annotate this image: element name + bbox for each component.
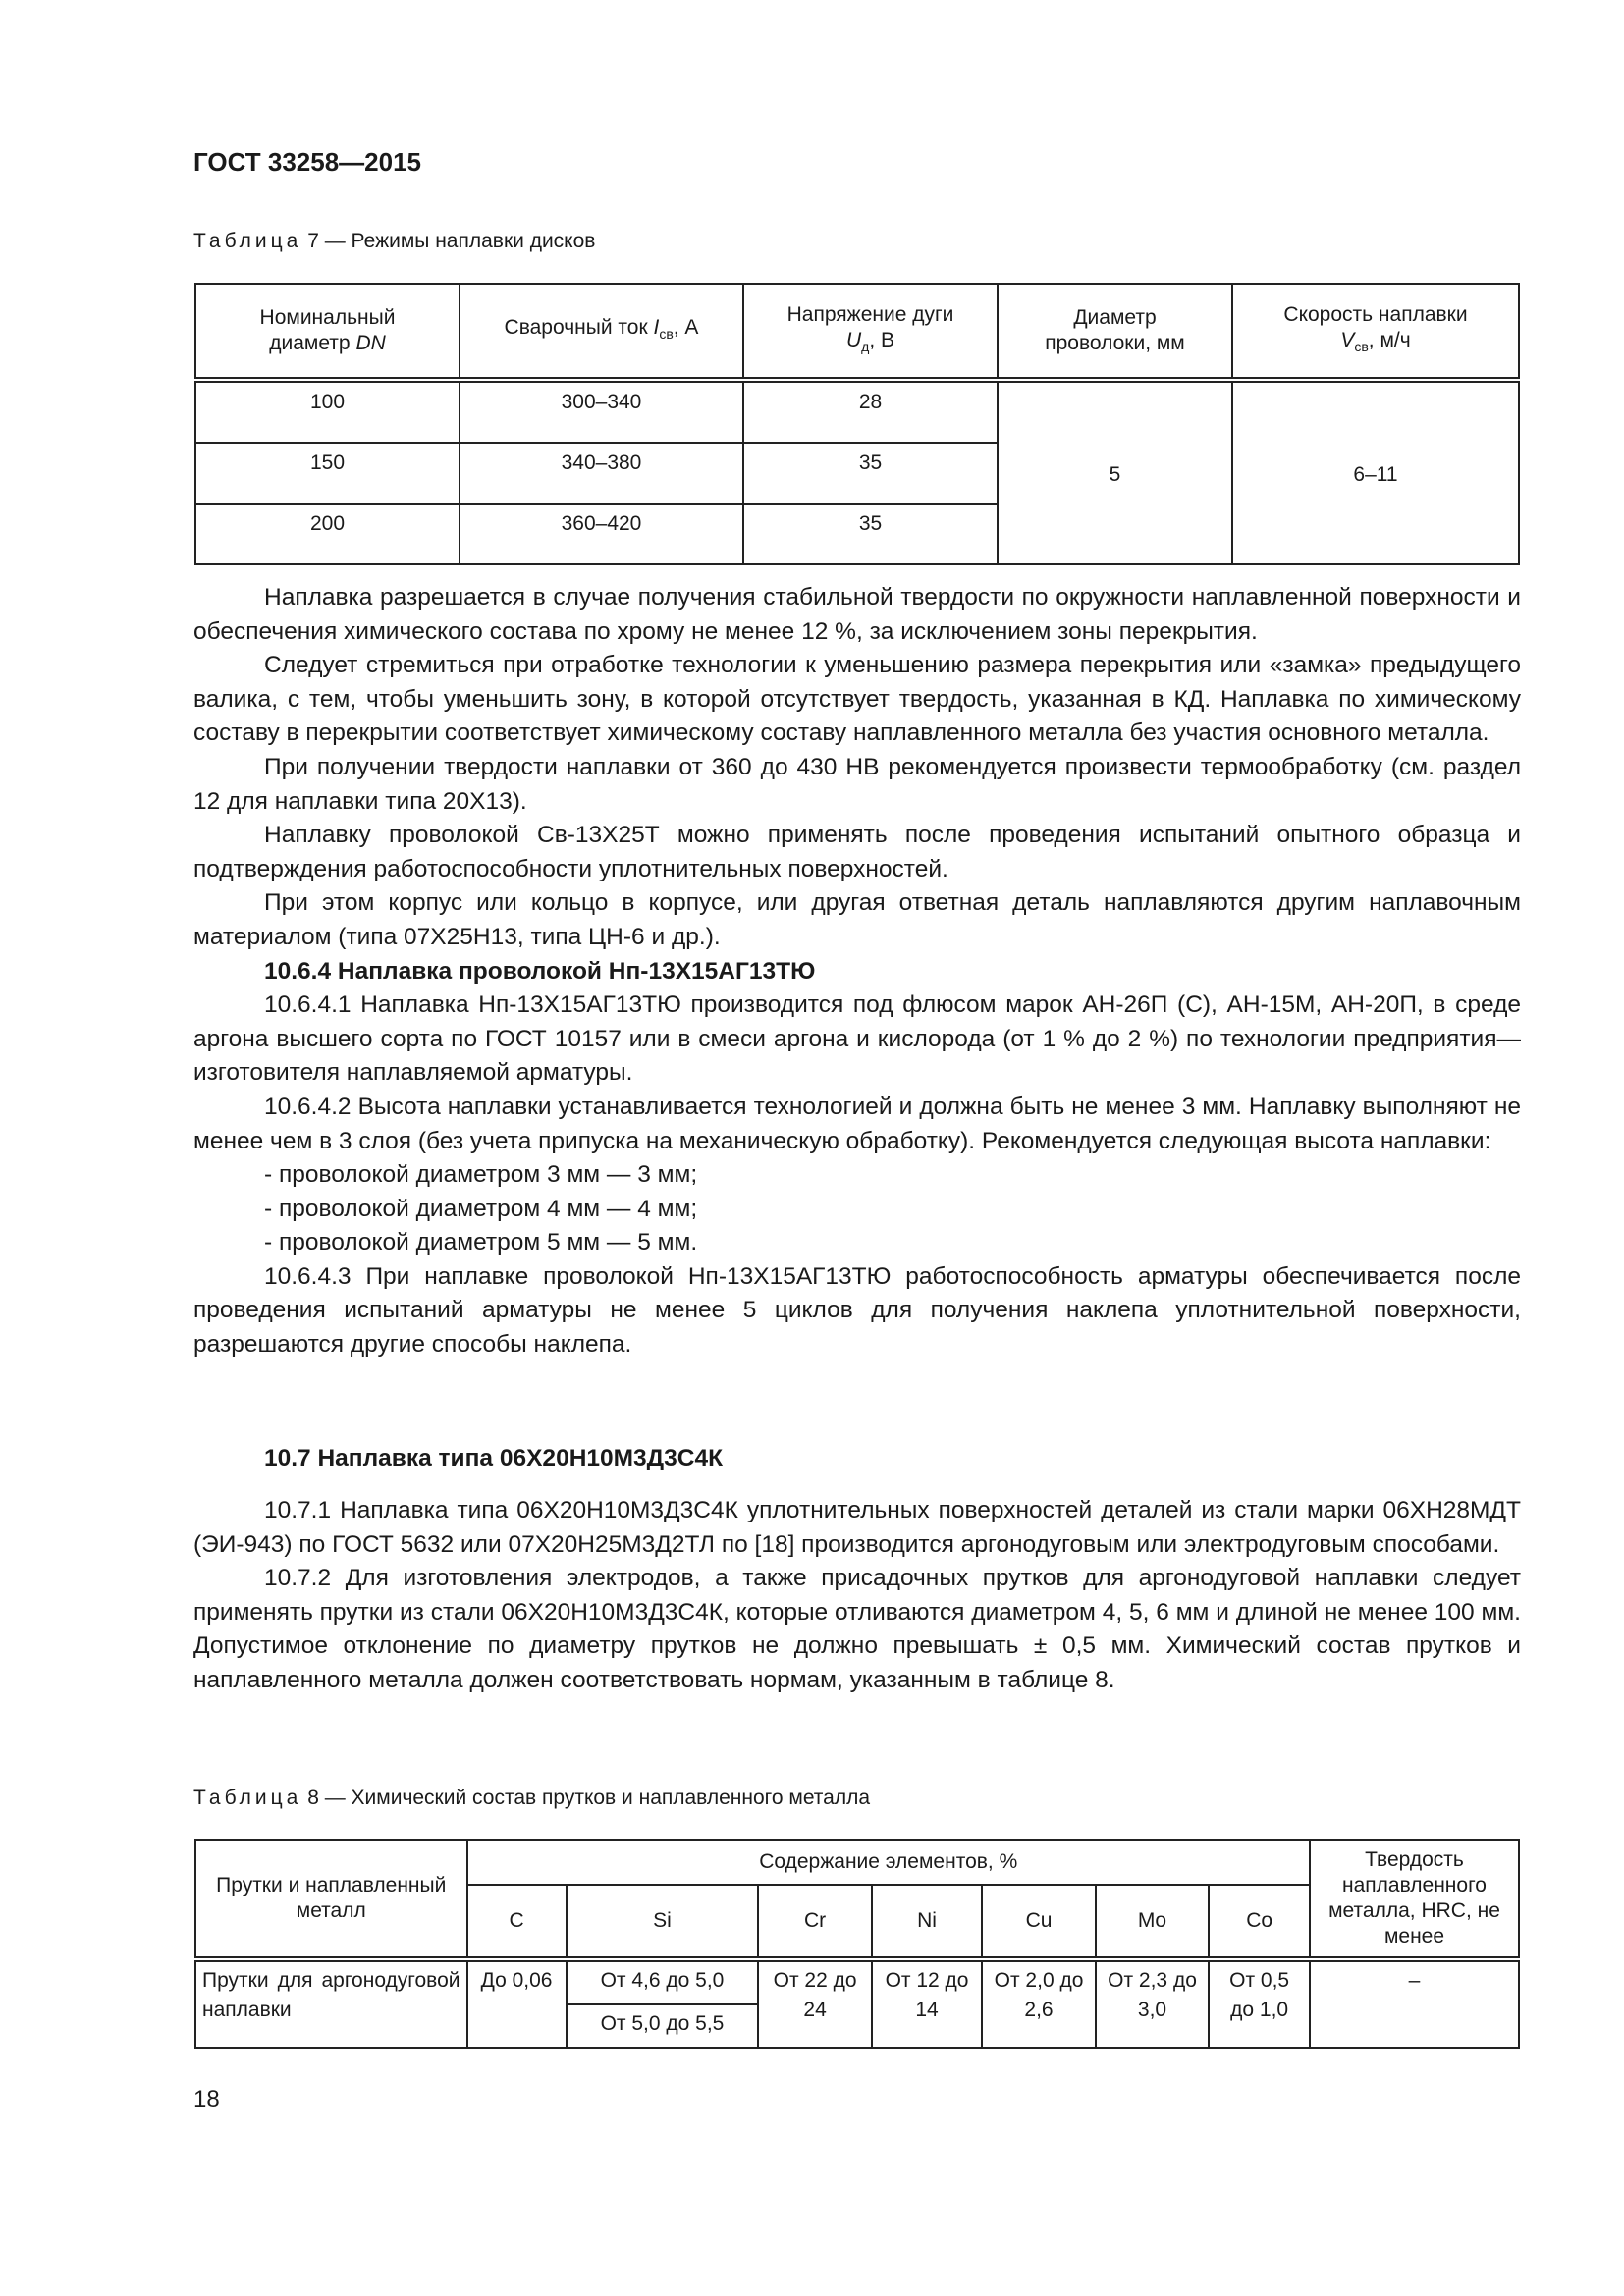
cell-dn: 100	[195, 380, 460, 443]
paragraph: 10.7.1 Наплавка типа 06Х20Н10М3Д3С4К уплотнительных поверхностей деталей из стали марки 06ХН28МДТ (ЭИ-943) по ГОСТ 5632 или 07Х20Н25М3Д2ТЛ по [18] производится аргонодуговым или электродуговым способами.	[193, 1497, 1521, 1558]
paragraph: Наплавка разрешается в случае получения стабильной твердости по окружности наплавленной поверхности и обеспечения химического состава по хрому не менее 12 %, за исключением зоны перекрытия.	[193, 584, 1521, 645]
header-hardness: Твердость наплавленного металла, HRC, не менее	[1310, 1840, 1519, 1959]
table-8	[194, 1839, 1520, 2049]
table8-caption	[193, 1787, 870, 1810]
subsection-heading: 10.6.4 Наплавка проволокой Нп-13Х15АГ13ТЮ	[264, 957, 816, 985]
cell-c: До 0,06	[467, 1959, 567, 2048]
caption-word: Таблица	[193, 1787, 302, 1809]
cell-cr: От 22 до 24	[758, 1959, 871, 2048]
cell-voltage: 35	[743, 504, 998, 564]
header-element-c: C	[467, 1885, 567, 1959]
cell-cu: От 2,0 до 2,6	[982, 1959, 1095, 2048]
caption-text: 7 — Режимы наплавки дисков	[307, 230, 596, 252]
cell-dn: 150	[195, 443, 460, 504]
cell-current: 340–380	[460, 443, 743, 504]
cell-si: От 5,0 до 5,5	[567, 2004, 759, 2048]
cell-hardness: –	[1310, 1959, 1519, 2048]
header-material: Прутки и наплавленный металл	[195, 1840, 467, 1959]
cell-speed: 6–11	[1232, 380, 1519, 564]
document-header: ГОСТ 33258—2015	[193, 147, 421, 177]
cell-ni: От 12 до 14	[872, 1959, 982, 2048]
cell-wire: 5	[998, 380, 1232, 564]
table-row	[195, 1959, 1519, 2004]
header-voltage: Напряжение дуги $U_д$, В	[743, 284, 998, 380]
header-wire: Диаметр проволоки, мм	[998, 284, 1232, 380]
header-dn: Номинальный диаметр DN	[195, 284, 460, 380]
paragraph: 10.6.4.2 Высота наплавки устанавливается технологией и должна быть не менее 3 мм. Наплавку выполняют не менее чем в 3 слоя (без учета припуска на механическую обработку). Рекомендуется следующая высота наплавки:	[193, 1093, 1521, 1154]
cell-co: От 0,5 до 1,0	[1209, 1959, 1310, 2048]
list-item: - проволокой диаметром 5 мм — 5 мм.	[264, 1229, 698, 1256]
table7-caption	[193, 230, 595, 253]
header-content: Содержание элементов, %	[467, 1840, 1310, 1885]
header-element-co: Co	[1209, 1885, 1310, 1959]
body-text-block-2	[193, 1494, 1521, 1698]
paragraph: Наплавку проволокой Св-13Х25Т можно применять после проведения испытаний опытного образца и подтверждения работоспособности уплотнительных поверхностей.	[193, 822, 1521, 882]
paragraph: При получении твердости наплавки от 360 до 430 НВ рекомендуется произвести термообработку (см. раздел 12 для наплавки типа 20Х13).	[193, 753, 1521, 815]
caption-word: Таблица	[193, 230, 302, 252]
cell-voltage: 28	[743, 380, 998, 443]
header-element-ni: Ni	[872, 1885, 982, 1959]
paragraph: При этом корпус или кольцо в корпусе, или другая ответная деталь наплавляются другим наплавочным материалом (типа 07Х25Н13, типа ЦН-6 и др.).	[193, 889, 1521, 950]
cell-mo: От 2,3 до 3,0	[1096, 1959, 1209, 2048]
header-current: Сварочный ток $I_{св}$, А	[460, 284, 743, 380]
list-item: - проволокой диаметром 4 мм — 4 мм;	[264, 1195, 698, 1222]
paragraph: 10.6.4.1 Наплавка Нп-13Х15АГ13ТЮ производится под флюсом марок АН-26П (С), АН-15М, АН-20П, в среде аргона высшего сорта по ГОСТ 10157 или в смеси аргона и кислорода (от 1 % до 2 %) по технологии предприятия—изготовителя наплавляемой арматуры.	[193, 991, 1521, 1087]
caption-text: 8 — Химический состав прутков и наплавленного металла	[307, 1787, 871, 1809]
header-element-cr: Cr	[758, 1885, 871, 1959]
table-row	[195, 380, 1519, 443]
section-heading: 10.7 Наплавка типа 06Х20Н10М3Д3С4К	[264, 1445, 724, 1471]
cell-voltage: 35	[743, 443, 998, 504]
page-number: 18	[193, 2086, 220, 2112]
cell-material: Прутки для аргонодуговой наплавки	[195, 1959, 467, 2048]
header-element-mo: Mo	[1096, 1885, 1209, 1959]
list-item: - проволокой диаметром 3 мм — 3 мм;	[264, 1161, 698, 1189]
header-element-cu: Cu	[982, 1885, 1095, 1959]
header-speed: Скорость наплавки $V_{св}$, м/ч	[1232, 284, 1519, 380]
cell-current: 360–420	[460, 504, 743, 564]
body-text-block-1	[193, 581, 1521, 1362]
cell-current: 300–340	[460, 380, 743, 443]
cell-si: От 4,6 до 5,0	[567, 1959, 759, 2004]
table-7	[194, 283, 1520, 565]
paragraph: 10.7.2 Для изготовления электродов, а также присадочных прутков для аргонодуговой наплавки следует применять прутки из стали 06Х20Н10М3Д3С4К, которые отливаются диаметром 4, 5, 6 мм и длиной не менее 100 мм. Допустимое отклонение по диаметру прутков не должно превышать ± 0,5 мм. Химический состав прутков и наплавленного металла должен соответствовать нормам, указанным в таблице 8.	[193, 1565, 1521, 1693]
paragraph: Следует стремиться при отработке технологии к уменьшению размера перекрытия или «замка» предыдущего валика, с тем, чтобы уменьшить зону, в которой отсутствует твердость, указанная в КД. Наплавка по химическому составу в перекрытии соответствует химическому составу наплавленного металла без участия основного металла.	[193, 652, 1521, 747]
cell-dn: 200	[195, 504, 460, 564]
header-element-si: Si	[567, 1885, 759, 1959]
paragraph: 10.6.4.3 При наплавке проволокой Нп-13Х15АГ13ТЮ работоспособность арматуры обеспечивается после проведения испытаний арматуры не менее 5 циклов для получения наклепа уплотнительной поверхности, разрешаются другие способы наклепа.	[193, 1262, 1521, 1359]
